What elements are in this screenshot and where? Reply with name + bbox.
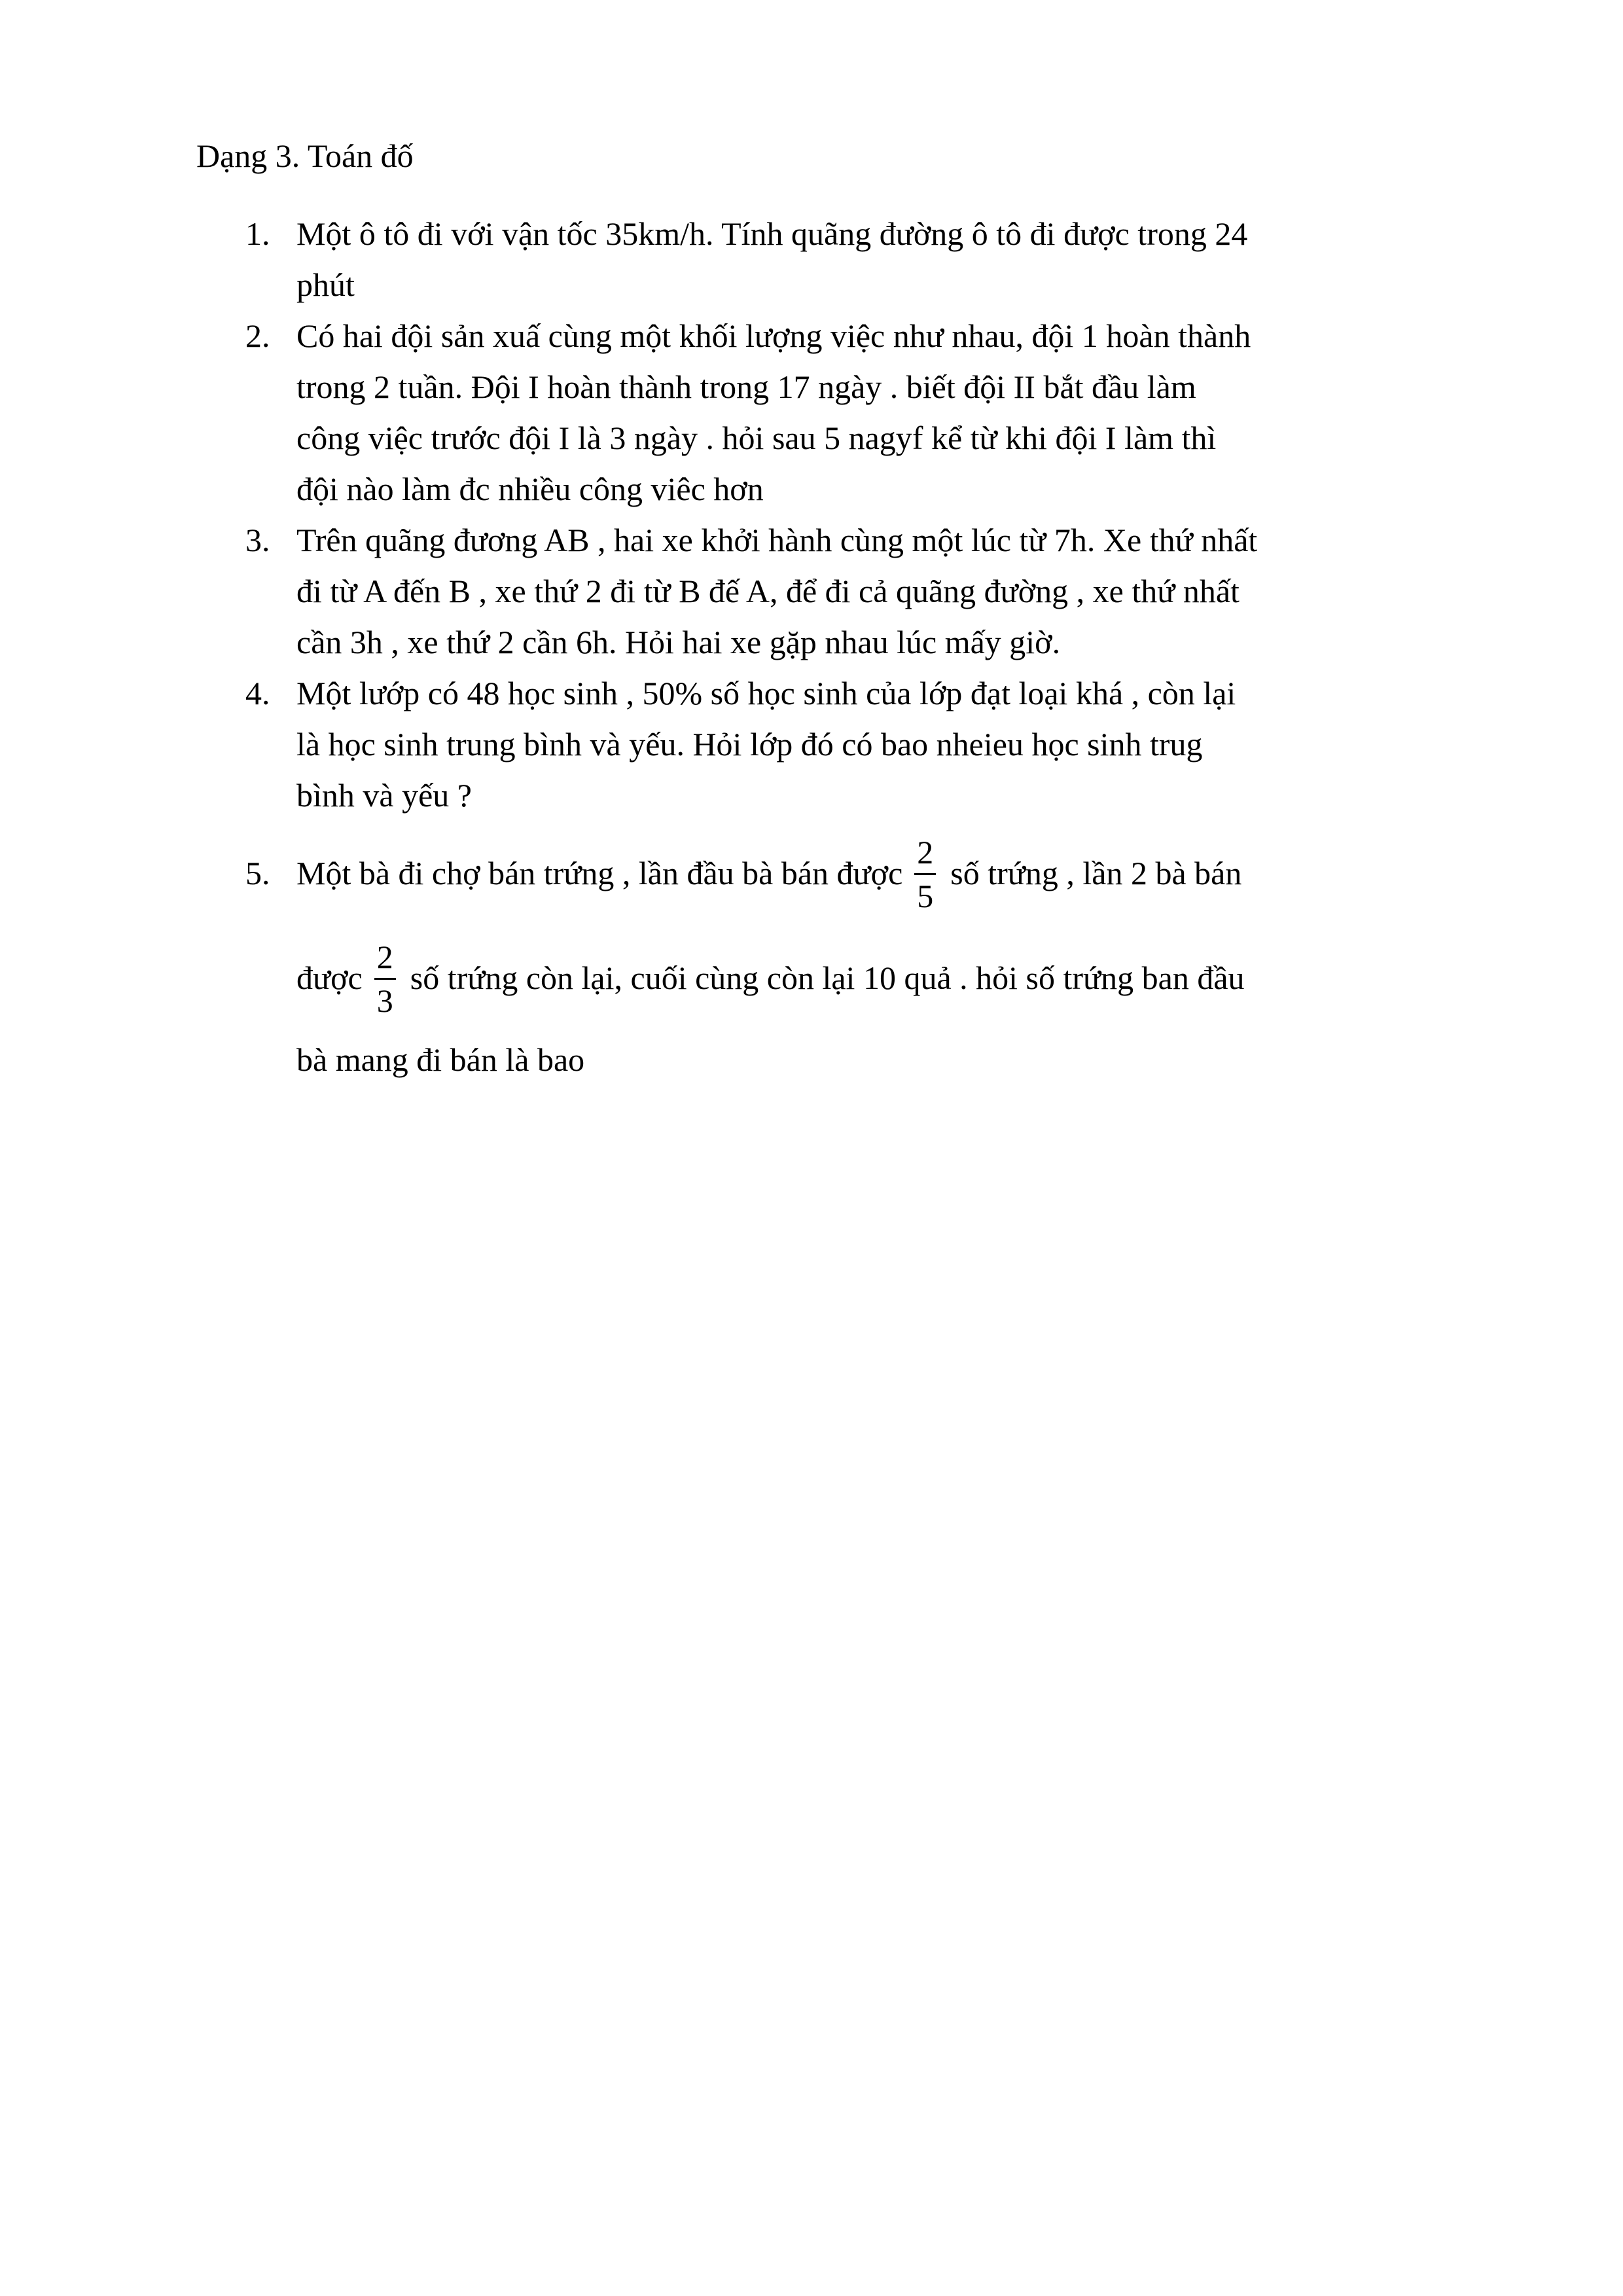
problem-line: bà mang đi bán là bao	[296, 1041, 585, 1078]
fraction-bar	[374, 978, 396, 980]
problem-number: 2.	[245, 317, 270, 354]
problem-line: đội nào làm đc nhiều công viêc hơn	[296, 471, 764, 507]
problem-line: phút	[296, 266, 355, 303]
text-segment: số trứng còn lại, cuối cùng còn lại 10 quả . hỏi số trứng ban đầu	[410, 960, 1245, 996]
problem-line: cần 3h , xe thứ 2 cần 6h. Hỏi hai xe gặp nhau lúc mấy giờ.	[296, 624, 1061, 660]
problem-line: bình và yếu ?	[296, 777, 472, 814]
problem-line: là học sinh trung bình và yếu. Hỏi lớp đó có bao nheieu học sinh trug	[296, 726, 1203, 762]
problem-number: 5.	[245, 855, 270, 891]
text-segment: Một bà đi chợ bán trứng , lần đầu bà bán được	[296, 855, 903, 891]
problem-text	[296, 514, 1436, 668]
section-heading: Dạng 3. Toán đố	[196, 137, 414, 174]
problem-number: 4.	[245, 675, 270, 711]
problem-line	[296, 925, 1436, 1030]
problem-line: Có hai đội sản xuấ cùng một khối lượng việc như nhau, đội 1 hoàn thành	[296, 317, 1251, 354]
fraction-denominator: 3	[376, 982, 393, 1020]
text-segment: được	[296, 960, 363, 996]
fraction-numerator: 2	[917, 834, 934, 871]
problem-number: 3.	[245, 522, 270, 558]
problem-line: đi từ A đến B , xe thứ 2 đi từ B đế A, để đi cả quãng đường , xe thứ nhất	[296, 573, 1240, 609]
fraction-denominator: 5	[917, 878, 934, 915]
problem-number: 1.	[245, 215, 270, 252]
fraction	[374, 937, 396, 1020]
problem-line: trong 2 tuần. Đội I hoàn thành trong 17 ngày . biết đội II bắt đầu làm	[296, 368, 1196, 405]
problem-line: Một ô tô đi với vận tốc 35km/h. Tính quãng đường ô tô đi được trong 24	[296, 215, 1248, 252]
fraction-numerator: 2	[376, 939, 393, 976]
text-segment: số trứng , lần 2 bà bán	[950, 855, 1242, 891]
problem-line: Một lướp có 48 học sinh , 50% số học sinh của lớp đạt loại khá , còn lại	[296, 675, 1236, 711]
problem-text	[296, 310, 1436, 514]
fraction-bar	[914, 873, 936, 875]
fraction	[914, 833, 936, 916]
problem-text	[296, 668, 1436, 821]
problem-text	[296, 208, 1436, 310]
problem-line	[296, 821, 1436, 925]
problem-text	[296, 821, 1436, 1089]
problem-line: công việc trước đội I là 3 ngày . hỏi sau 5 nagyf kể từ khi đội I làm thì	[296, 420, 1217, 456]
problem-line: Trên quãng đương AB , hai xe khởi hành cùng một lúc từ 7h. Xe thứ nhất	[296, 522, 1258, 558]
